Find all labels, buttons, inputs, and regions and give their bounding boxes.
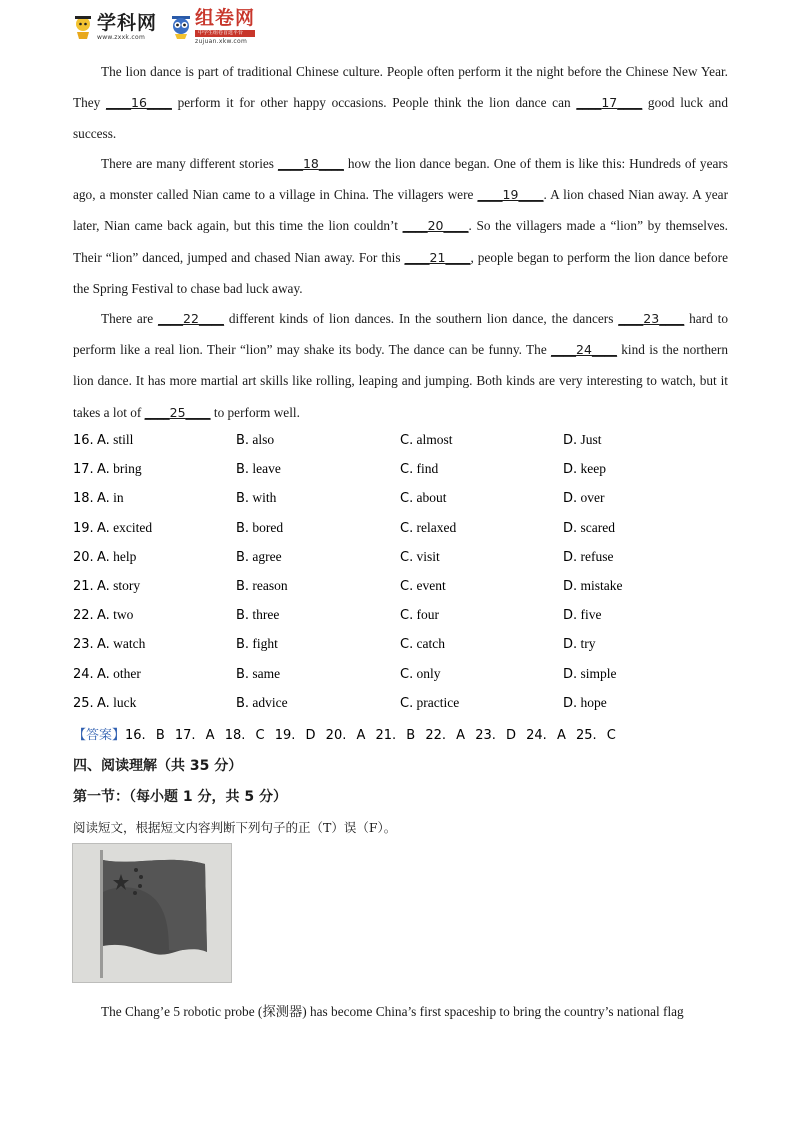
option-letter: C.	[400, 666, 414, 682]
option-b	[236, 490, 276, 506]
owl-mascot-icon	[170, 14, 192, 40]
question-number: 24.	[73, 666, 94, 682]
option-letter: D.	[563, 462, 578, 478]
option-text: refuse	[580, 548, 614, 564]
blank-24: ____24____	[551, 342, 617, 358]
option-letter: C.	[400, 462, 414, 478]
option-text: also	[252, 432, 275, 447]
option-c	[400, 695, 459, 711]
option-letter: B.	[236, 462, 250, 478]
passage-text: different kinds of lion dances. In the southern lion dance, the dancers	[223, 311, 619, 326]
section-title: 四、阅读理解（共 35 分）	[73, 758, 243, 774]
option-letter: C.	[400, 695, 414, 711]
question-row	[73, 603, 733, 632]
question-number: 22.	[73, 608, 94, 624]
passage-paragraph-1	[73, 56, 728, 150]
option-d	[563, 666, 616, 682]
question-options	[73, 428, 733, 720]
option-c	[400, 607, 439, 623]
passage-text: . A lion chased Nian away. A year later, Nian came back again, but this time the lion couldn’t	[73, 187, 728, 234]
blank-25: ____25____	[144, 404, 211, 420]
option-d	[563, 461, 606, 477]
zxxk-logo[interactable]	[72, 8, 157, 46]
option-text: bring	[113, 461, 142, 477]
flag-image	[73, 844, 231, 982]
option-a	[73, 520, 152, 536]
option-letter: C.	[400, 433, 414, 448]
option-letter: C.	[400, 549, 414, 565]
option-a	[73, 461, 142, 477]
option-text: in	[113, 490, 124, 506]
option-letter: A.	[97, 695, 110, 711]
option-letter: B.	[236, 637, 250, 653]
option-text: simple	[580, 665, 617, 681]
option-c	[400, 578, 446, 594]
option-letter: A.	[97, 462, 110, 478]
blank-23: ____23____	[618, 311, 685, 326]
option-a	[73, 578, 140, 594]
question-row	[73, 486, 733, 515]
option-text: over	[580, 490, 605, 506]
option-a	[73, 607, 133, 623]
option-letter: A.	[97, 578, 110, 594]
option-letter: D.	[563, 608, 578, 624]
option-c	[400, 520, 456, 536]
option-letter: B.	[236, 666, 250, 682]
option-text: watch	[113, 636, 146, 652]
option-b	[236, 549, 282, 565]
answer-values: 16. B 17. A 18. C 19. D 20. A 21. B 22. A 23. D 24. A 25. C	[125, 728, 616, 743]
option-letter: B.	[236, 520, 250, 536]
option-letter: B.	[236, 491, 250, 507]
option-text: event	[416, 577, 446, 593]
option-letter: B.	[236, 608, 250, 624]
option-text: excited	[113, 519, 153, 535]
option-text: relaxed	[416, 519, 457, 535]
option-c	[400, 666, 441, 682]
option-text: catch	[416, 636, 446, 652]
question-row	[73, 516, 733, 545]
option-text: fight	[252, 636, 278, 652]
option-text: with	[252, 490, 277, 506]
option-text: scared	[580, 519, 615, 535]
option-text: three	[252, 607, 280, 623]
option-text: only	[416, 665, 441, 681]
passage-text: to perform well.	[210, 404, 300, 420]
option-b	[236, 666, 280, 682]
option-b	[236, 461, 281, 477]
option-text: luck	[113, 694, 137, 710]
option-d	[563, 578, 622, 594]
option-letter: D.	[563, 695, 578, 711]
question-number: 23.	[73, 637, 94, 653]
option-letter: A.	[97, 520, 110, 536]
option-letter: A.	[97, 433, 110, 448]
option-b	[236, 520, 283, 536]
option-letter: A.	[97, 666, 110, 682]
blank-19: ____19____	[477, 187, 544, 203]
option-b	[236, 432, 274, 448]
question-number: 18.	[73, 491, 94, 507]
passage-text: kind is the northern lion dance. It has more martial art skills like rolling, leaping and jumping. Both kinds are very interesting to watch, but it takes a lot of	[73, 342, 728, 420]
option-text: leave	[252, 461, 281, 477]
passage-paragraph-2	[73, 148, 728, 304]
option-text: five	[580, 607, 602, 623]
option-a	[73, 549, 136, 565]
option-text: bored	[252, 519, 284, 535]
option-text: about	[416, 490, 447, 506]
option-d	[563, 695, 607, 711]
blank-18: ____18____	[277, 156, 344, 171]
logo-tagline: 中学生组卷首选平台	[195, 30, 255, 37]
option-d	[563, 549, 613, 565]
option-letter: B.	[236, 578, 250, 594]
option-b	[236, 695, 288, 711]
option-b	[236, 636, 278, 652]
option-letter: A.	[97, 637, 110, 653]
option-text: Just	[580, 432, 602, 447]
answer-tag: 【答案】	[73, 728, 126, 743]
blank-21: ____21____	[404, 249, 471, 265]
option-text: find	[416, 461, 439, 477]
option-a	[73, 666, 141, 682]
option-a	[73, 695, 136, 711]
question-row	[73, 545, 733, 574]
blank-17: ____17____	[576, 95, 643, 111]
option-letter: A.	[97, 549, 110, 565]
answer-line	[73, 724, 616, 743]
option-letter: B.	[236, 549, 250, 565]
passage-text: how the lion dance began. One of them is like this: Hundreds of years ago, a monster called Nian came to a village in China. The villagers were	[73, 156, 728, 203]
option-letter: C.	[400, 608, 414, 624]
logo-url: www.zxxk.com	[97, 33, 146, 41]
option-text: still	[113, 432, 134, 447]
option-text: help	[113, 548, 137, 564]
option-letter: B.	[236, 695, 250, 711]
question-row	[73, 574, 733, 603]
option-text: almost	[416, 432, 453, 447]
option-text: agree	[252, 548, 282, 564]
question-number: 20.	[73, 549, 94, 565]
option-letter: D.	[563, 491, 578, 507]
option-letter: C.	[400, 520, 414, 536]
option-c	[400, 490, 447, 506]
question-row	[73, 457, 733, 486]
passage-paragraph-3	[73, 303, 728, 428]
option-d	[563, 520, 615, 536]
option-text: advice	[252, 694, 288, 710]
option-letter: B.	[236, 433, 250, 448]
option-text: two	[113, 607, 134, 623]
option-c	[400, 549, 440, 565]
mascot-icon	[72, 14, 94, 40]
logo-url: zujuan.xkw.com	[195, 38, 248, 45]
flag-photo	[72, 843, 232, 983]
option-c	[400, 636, 445, 652]
option-letter: C.	[400, 637, 414, 653]
question-row	[73, 691, 733, 720]
option-text: hope	[580, 694, 607, 710]
reading-first-line: The Chang’e 5 robotic probe (探测器) has become China’s first spaceship to bring the country’s national flag	[101, 1004, 684, 1019]
option-b	[236, 607, 279, 623]
passage-text: . So the villagers made a “lion” by themselves. Their “lion” danced, jumped and chased Nian away. For this	[73, 218, 728, 265]
passage-text: perform it for other happy occasions. People think the lion dance can	[171, 95, 577, 111]
option-text: visit	[416, 548, 440, 564]
reading-passage	[73, 996, 733, 1027]
option-text: mistake	[580, 577, 623, 593]
logo-name: 组卷网	[195, 7, 256, 29]
question-row	[73, 632, 733, 661]
option-c	[400, 461, 438, 477]
option-c	[400, 432, 453, 448]
passage-text: good luck and success.	[73, 95, 728, 142]
option-d	[563, 607, 601, 623]
passage-text: The lion dance is part of traditional Chinese culture. People often perform it the night before the Chinese New Year. They	[73, 64, 728, 111]
option-text: practice	[416, 694, 460, 710]
option-a	[73, 490, 124, 506]
question-row	[73, 662, 733, 691]
passage-text: hard to perform like a real lion. Their “lion” may shake its body. The dance can be funny. The	[73, 311, 728, 358]
option-text: four	[416, 607, 440, 623]
option-letter: A.	[97, 608, 110, 624]
passage-text: There are	[101, 311, 159, 326]
question-number: 21.	[73, 578, 94, 594]
question-number: 25.	[73, 695, 94, 711]
option-letter: D.	[563, 433, 578, 448]
option-text: other	[113, 665, 141, 681]
option-letter: A.	[97, 491, 110, 507]
option-a	[73, 636, 145, 652]
option-letter: D.	[563, 666, 578, 682]
option-letter: D.	[563, 549, 578, 565]
option-letter: C.	[400, 491, 414, 507]
logo-name: 学科网	[97, 11, 158, 34]
option-letter: D.	[563, 520, 578, 536]
option-text: same	[252, 665, 281, 681]
option-b	[236, 578, 288, 594]
question-number: 16.	[73, 433, 94, 448]
option-text: story	[113, 577, 141, 593]
option-d	[563, 490, 604, 506]
blank-22: ____22____	[158, 311, 224, 326]
option-letter: D.	[563, 637, 578, 653]
question-number: 17.	[73, 462, 94, 478]
option-text: try	[580, 636, 596, 652]
option-letter: D.	[563, 578, 578, 594]
section-part-title: 第一节：（每小题 1 分，共 5 分）	[73, 789, 287, 805]
option-d	[563, 636, 595, 652]
option-d	[563, 432, 602, 448]
option-text: keep	[580, 461, 606, 477]
question-row	[73, 428, 733, 457]
passage-text: There are many different stories	[101, 156, 278, 171]
question-number: 19.	[73, 520, 94, 536]
zujuan-logo[interactable]	[170, 8, 255, 46]
blank-16: ____16____	[106, 95, 172, 111]
section-instruction: 阅读短文，根据短文内容判断下列句子的正（T）误（F）。	[73, 820, 397, 835]
option-letter: C.	[400, 578, 414, 594]
option-a	[73, 432, 133, 448]
blank-20: ____20____	[402, 218, 469, 234]
passage-text: , people began to perform the lion dance before the Spring Festival to chase bad luck away.	[73, 249, 729, 296]
option-text: reason	[252, 577, 288, 593]
